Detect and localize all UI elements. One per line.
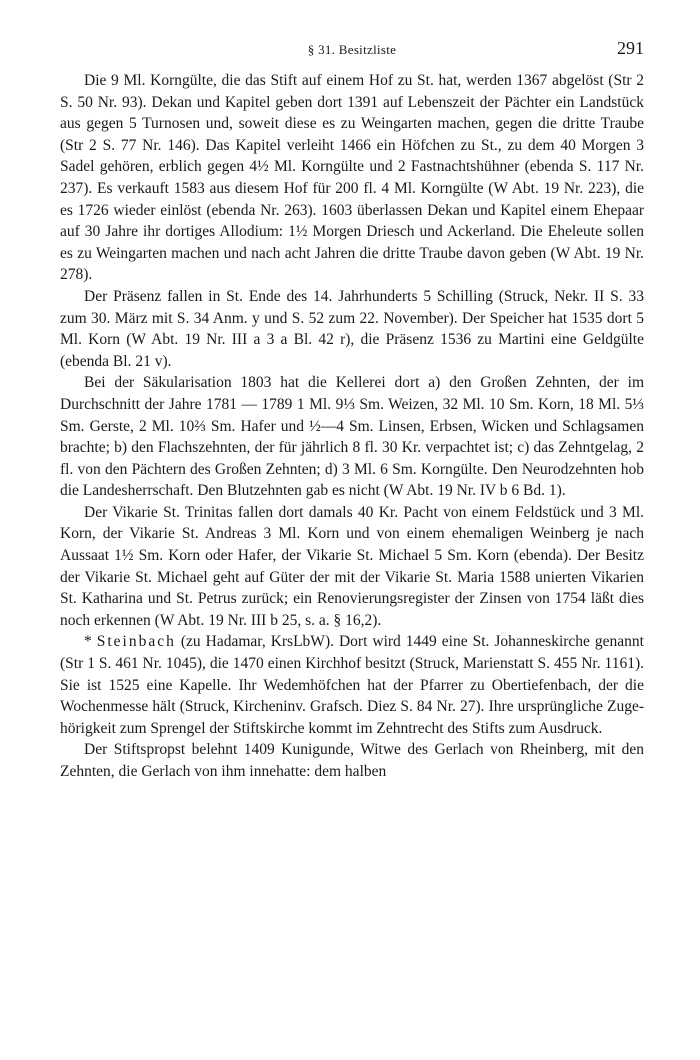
paragraph-vikarien: Der Vikarie St. Trinitas fallen dort damals 40 Kr. Pacht von einem Feldstück und 3 Ml. Korn, der Vikarie St. Andreas 3 Ml. Korn und von einem ehemaligen Weinberg je nach Aussaat 1½ Sm. Korn oder Hafer, der Vikarie St. Michael 5 Sm. Korn (ebenda). Der Besitz der Vikarie St. Michael geht auf Güter der mit der Vikarie St. Maria 1588 unierten Vikarien St. Katharina und St. Petrus zurück; ein Renovierungsregister der Zinsen von 1754 läßt dies noch erkennen (W Abt. 19 Nr. III b 25, s. a. § 16,2).	[60, 503, 644, 629]
paragraph-stift-hof: Die 9 Ml. Korngülte, die das Stift auf einem Hof zu St. hat, werden 1367 abgelöst (Str 2 S. 50 Nr. 93). Dekan und Kapitel geben dort 1391 auf Lebenszeit der Pächter ein Landstück aus gegen 5 Turnosen und, soweit diese es zu Weingarten machen, gegen die dritte Traube (Str 2 S. 77 Nr. 146). Das Kapitel verleiht 1466 ein Höfchen zu St., zu dem 40 Morgen 3 Sadel gehören, erblich gegen 4½ Ml. Korngülte und 2 Fastnachtshühner (ebenda S. 117 Nr. 237). Es verkauft 1583 aus diesem Hof für 200 fl. 4 Ml. Korngülte (W Abt. 19 Nr. 223), die es 1726 wieder einlöst (ebenda Nr. 263). 1603 überlassen Dekan und Kapitel einem Ehepaar auf 30 Jahre ihr dortiges Allodium: 1½ Morgen Driesch und Ackerland. Die Eheleute sollen es zu Weingarten machen und nach acht Jahren die dritte Traube davon geben (W Abt. 19 Nr. 278).	[60, 72, 644, 284]
paragraph-steinbach	[60, 631, 644, 739]
entry-marker: *	[84, 633, 97, 651]
place-name-steinbach: Steinbach	[96, 633, 176, 651]
paragraph-praesenz: Der Präsenz fallen in St. Ende des 14. Jahrhunderts 5 Schilling (Struck, Nekr. II S. 33 zum 30. März mit S. 34 Anm. y und S. 52 zum 22. November). Der Speicher hat 1535 dort 5 Ml. Korn (W Abt. 19 Nr. III a 3 a Bl. 42 r), die Präsenz 1536 zu Martini eine Geldgülte (ebenda Bl. 21 v).	[60, 287, 644, 370]
page-number: 291	[617, 38, 644, 58]
paragraph-steinbach-text: (zu Hadamar, KrsLbW). Dort wird 1449 eine St. Johanneskirche genannt (Str 1 S. 461 Nr. 1045), die 1470 einen Kirchhof besitzt (Struck, Marienstatt S. 455 Nr. 1161). Sie ist 1525 eine Kapelle. Ihr Wedemhöfchen hat der Pfarrer zu Obertiefenbach, der die Wochenmesse hält (Struck, Kircheninv. Grafsch. Diez S. 84 Nr. 27). Ihre ursprüngliche Zugehörigkeit zum Sprengel der Stiftskirche kommt im Zehntrecht des Stifts zum Ausdruck.	[60, 633, 644, 737]
paragraph-saekularisation: Bei der Säkularisation 1803 hat die Kellerei dort a) den Großen Zehnten, der im Durchschnitt der Jahre 1781 — 1789 1 Ml. 9⅓ Sm. Weizen, 32 Ml. 10 Sm. Korn, 18 Ml. 5⅓ Sm. Gerste, 2 Ml. 10⅔ Sm. Hafer und ½—4 Sm. Linsen, Erbsen, Wicken und Schlagsamen brachte; b) den Flachszehnten, der für jährlich 8 fl. 30 Kr. verpachtet ist; c) das Zehntgelag, 2 fl. von den Pächtern des Großen Zehnten; d) 3 Ml. 6 Sm. Korngülte. Den Neurodzehnten hob die Landesherrschaft. Den Blutzehnten gab es nicht (W Abt. 19 Nr. IV b 6 Bd. 1).	[60, 374, 644, 500]
paragraph-stiftspropst: Der Stiftspropst belehnt 1409 Kunigunde, Witwe des Gerlach von Rheinberg, mit den Zehnten, die Gerlach von ihm innehatte: dem halben	[60, 741, 644, 780]
page-body	[60, 70, 644, 783]
page-header	[60, 36, 644, 60]
running-head: § 31. Besitzliste	[307, 42, 397, 57]
